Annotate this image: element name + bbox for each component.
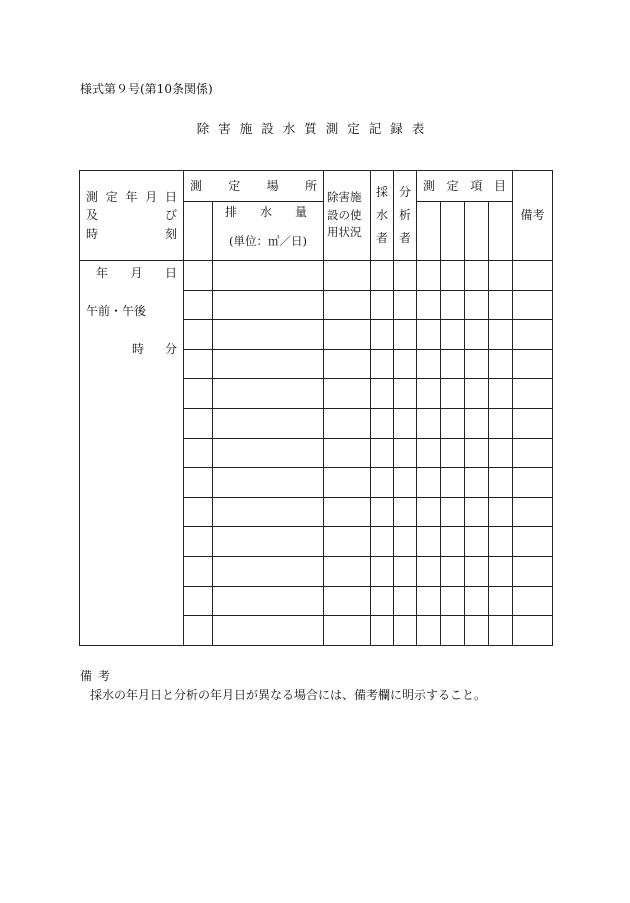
cell[interactable] [465,408,489,438]
cell[interactable] [417,408,441,438]
cell[interactable] [465,320,489,350]
cell[interactable] [417,616,441,646]
cell[interactable] [417,497,441,527]
form-title: 除害施設水質測定記録表 [196,121,434,136]
cell[interactable] [465,497,489,527]
cell[interactable] [489,586,513,616]
cell[interactable] [213,349,324,379]
cell[interactable] [417,438,441,468]
cell[interactable] [465,379,489,409]
cell[interactable] [417,379,441,409]
cell[interactable] [513,556,553,586]
cell[interactable] [465,290,489,320]
cell[interactable] [394,527,417,557]
cell[interactable] [489,379,513,409]
cell[interactable] [489,320,513,350]
cell[interactable] [184,290,213,320]
cell[interactable] [371,586,394,616]
entry-time-label: 時分 [132,342,177,356]
cell[interactable] [441,379,465,409]
cell[interactable] [184,616,213,646]
cell[interactable] [184,468,213,498]
cell[interactable] [394,261,417,291]
cell[interactable] [371,261,394,291]
cell[interactable] [394,438,417,468]
cell[interactable] [465,438,489,468]
form-number: 様式第９号(第10条関係) [80,82,213,96]
cell[interactable] [324,497,371,527]
cell[interactable] [489,468,513,498]
cell[interactable] [513,586,553,616]
cell[interactable] [441,320,465,350]
cell[interactable] [394,586,417,616]
cell[interactable] [465,261,489,291]
cell[interactable] [417,349,441,379]
cell[interactable] [371,379,394,409]
datetime-header-line2: 及び [86,208,177,223]
items-header-label: 測定項目 [423,178,506,193]
cell[interactable] [371,438,394,468]
datetime-entry[interactable] [80,261,184,646]
cell[interactable] [213,290,324,320]
cell[interactable] [371,497,394,527]
cell[interactable] [394,497,417,527]
cell[interactable] [513,290,553,320]
cell[interactable] [324,468,371,498]
cell[interactable] [184,527,213,557]
analyst-header: 分析者 [394,171,417,261]
item-col-2-head [441,202,465,261]
datetime-header-line3: 時刻 [86,226,177,241]
cell[interactable] [213,527,324,557]
cell[interactable] [324,320,371,350]
cell[interactable] [371,616,394,646]
cell[interactable] [513,349,553,379]
cell[interactable] [213,379,324,409]
cell[interactable] [417,556,441,586]
entry-ampm-label: 午前・午後 [86,304,147,318]
cell[interactable] [513,468,553,498]
location-header-label: 測定場所 [190,178,317,193]
cell[interactable] [441,290,465,320]
cell[interactable] [417,320,441,350]
cell[interactable] [417,527,441,557]
cell[interactable] [417,586,441,616]
cell[interactable] [489,261,513,291]
cell[interactable] [394,379,417,409]
cell[interactable] [394,556,417,586]
notes-heading: 備考 [80,669,117,683]
discharge-unit: (単位：㎥／日) [229,234,307,249]
cell[interactable] [513,616,553,646]
cell[interactable] [394,616,417,646]
cell[interactable] [184,556,213,586]
cell[interactable] [441,556,465,586]
cell[interactable] [324,527,371,557]
cell[interactable] [324,379,371,409]
cell[interactable] [324,438,371,468]
cell[interactable] [489,616,513,646]
cell[interactable] [441,261,465,291]
cell[interactable] [465,586,489,616]
cell[interactable] [465,349,489,379]
location-blank-cell [184,202,213,261]
cell[interactable] [213,438,324,468]
cell[interactable] [324,616,371,646]
cell[interactable] [441,349,465,379]
cell[interactable] [213,497,324,527]
cell[interactable] [465,468,489,498]
table-row [80,261,553,291]
cell[interactable] [213,261,324,291]
cell[interactable] [465,556,489,586]
cell[interactable] [513,320,553,350]
cell[interactable] [324,556,371,586]
datetime-header [80,171,184,261]
cell[interactable] [441,468,465,498]
cell[interactable] [441,586,465,616]
record-table [79,170,553,646]
cell[interactable] [184,379,213,409]
cell[interactable] [489,497,513,527]
cell[interactable] [441,438,465,468]
datetime-header-line1: 測定年月日 [86,189,177,204]
cell[interactable] [513,379,553,409]
cell[interactable] [489,290,513,320]
sampler-header: 採水者 [371,171,394,261]
cell[interactable] [213,556,324,586]
cell[interactable] [441,527,465,557]
cell[interactable] [441,408,465,438]
cell[interactable] [371,556,394,586]
cell[interactable] [513,408,553,438]
notes-text: 採水の年月日と分析の年月日が異なる場合には、備考欄に明示すること。 [90,688,487,702]
remarks-header: 備考 [513,171,553,261]
cell[interactable] [184,497,213,527]
cell[interactable] [213,616,324,646]
items-header [417,171,513,202]
cell[interactable] [489,556,513,586]
cell[interactable] [465,527,489,557]
cell[interactable] [394,290,417,320]
cell[interactable] [489,408,513,438]
cell[interactable] [371,290,394,320]
cell[interactable] [417,261,441,291]
cell[interactable] [371,408,394,438]
cell[interactable] [465,616,489,646]
cell[interactable] [184,349,213,379]
item-col-4-head [489,202,513,261]
cell[interactable] [184,438,213,468]
discharge-header-label: 排水量 [225,205,307,219]
cell[interactable] [417,468,441,498]
cell[interactable] [394,320,417,350]
cell[interactable] [371,468,394,498]
location-header [184,171,324,202]
cell[interactable] [417,290,441,320]
cell[interactable] [371,320,394,350]
cell[interactable] [441,616,465,646]
cell[interactable] [513,527,553,557]
cell[interactable] [324,290,371,320]
cell[interactable] [324,261,371,291]
cell[interactable] [489,527,513,557]
cell[interactable] [324,586,371,616]
cell[interactable] [371,527,394,557]
cell[interactable] [324,349,371,379]
discharge-header [213,202,324,261]
facility-status-header: 除害施設の使用状況 [324,171,371,261]
cell[interactable] [394,349,417,379]
cell[interactable] [184,261,213,291]
cell[interactable] [213,468,324,498]
cell[interactable] [213,586,324,616]
cell[interactable] [441,497,465,527]
cell[interactable] [489,438,513,468]
item-col-1-head [417,202,441,261]
item-col-3-head [465,202,489,261]
cell[interactable] [213,320,324,350]
cell[interactable] [513,438,553,468]
cell[interactable] [513,497,553,527]
cell[interactable] [489,349,513,379]
cell[interactable] [184,320,213,350]
cell[interactable] [513,261,553,291]
cell[interactable] [394,408,417,438]
cell[interactable] [184,586,213,616]
cell[interactable] [213,408,324,438]
cell[interactable] [184,408,213,438]
cell[interactable] [371,349,394,379]
cell[interactable] [394,468,417,498]
cell[interactable] [324,408,371,438]
entry-date-label: 年月日 [96,266,177,280]
